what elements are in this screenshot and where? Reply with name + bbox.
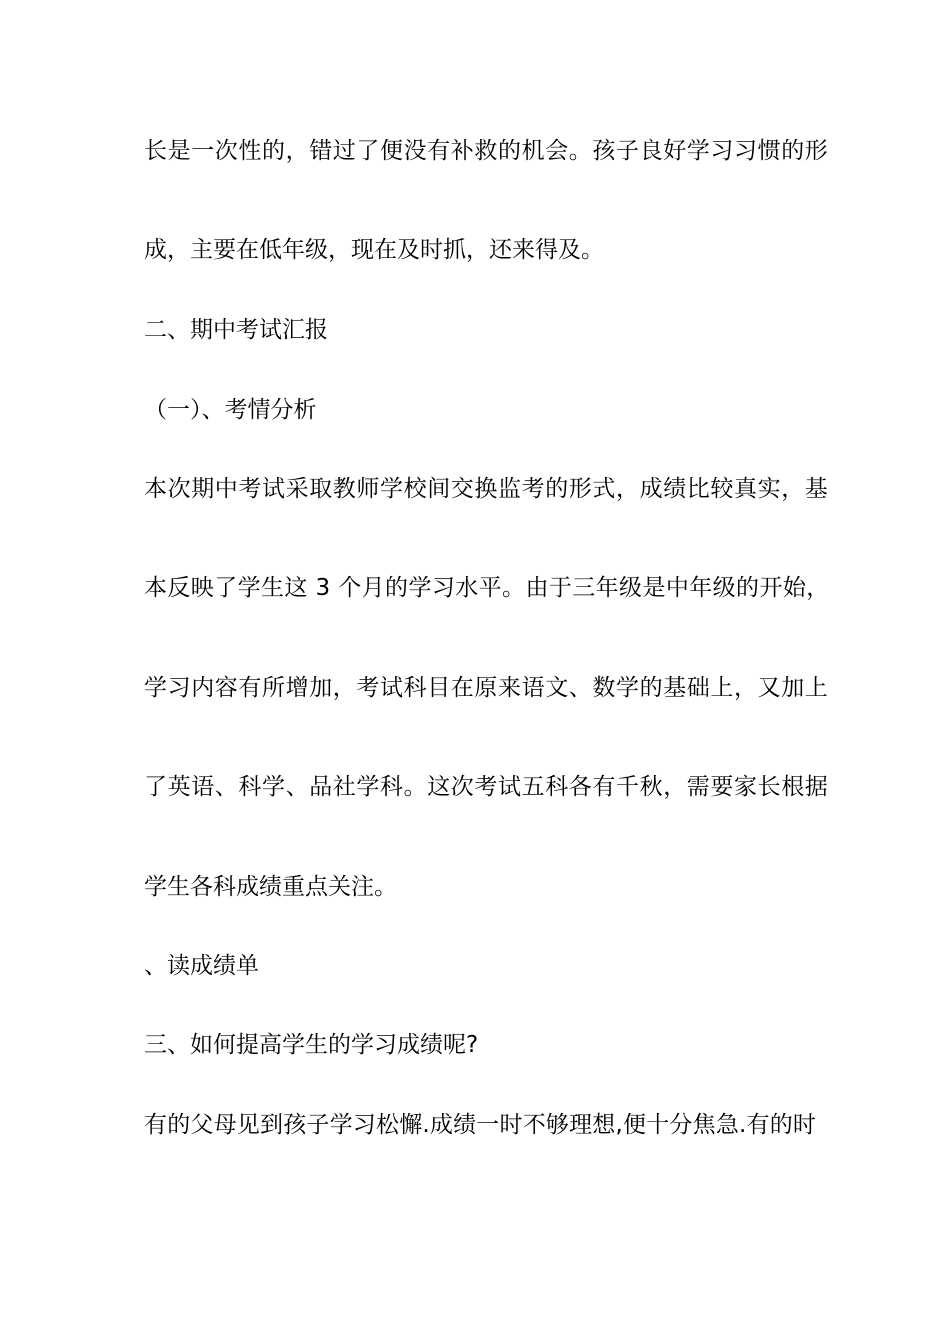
paragraph-line: 学习内容有所增加，考试科目在原来语文、数学的基础上，又加上 bbox=[144, 675, 829, 701]
paragraph-line: 学生各科成绩重点关注。 bbox=[144, 874, 397, 900]
paragraph-line: 有的父母见到孩子学习松懈.成绩一时不够理想,便十分焦急.有的时 bbox=[144, 1112, 817, 1138]
paragraph-line: 本反映了学生这 3 个月的学习水平。由于三年级是中年级的开始， bbox=[144, 575, 830, 601]
section-heading: 三、如何提高学生的学习成绩呢? bbox=[144, 1032, 479, 1058]
paragraph-line: 成，主要在低年级，现在及时抓，还来得及。 bbox=[144, 237, 604, 263]
section-heading: 二、期中考试汇报 bbox=[144, 317, 328, 343]
paragraph-line: 了英语、科学、品社学科。这次考试五科各有千秋，需要家长根据 bbox=[144, 774, 829, 800]
paragraph-line: 本次期中考试采取教师学校间交换监考的形式，成绩比较真实，基 bbox=[144, 476, 829, 502]
subsection-heading: （一）、考情分析 bbox=[144, 397, 317, 423]
paragraph-line: 长是一次性的，错过了便没有补救的机会。孩子良好学习习惯的形 bbox=[144, 138, 829, 164]
subsection-heading: 、读成绩单 bbox=[144, 953, 259, 979]
